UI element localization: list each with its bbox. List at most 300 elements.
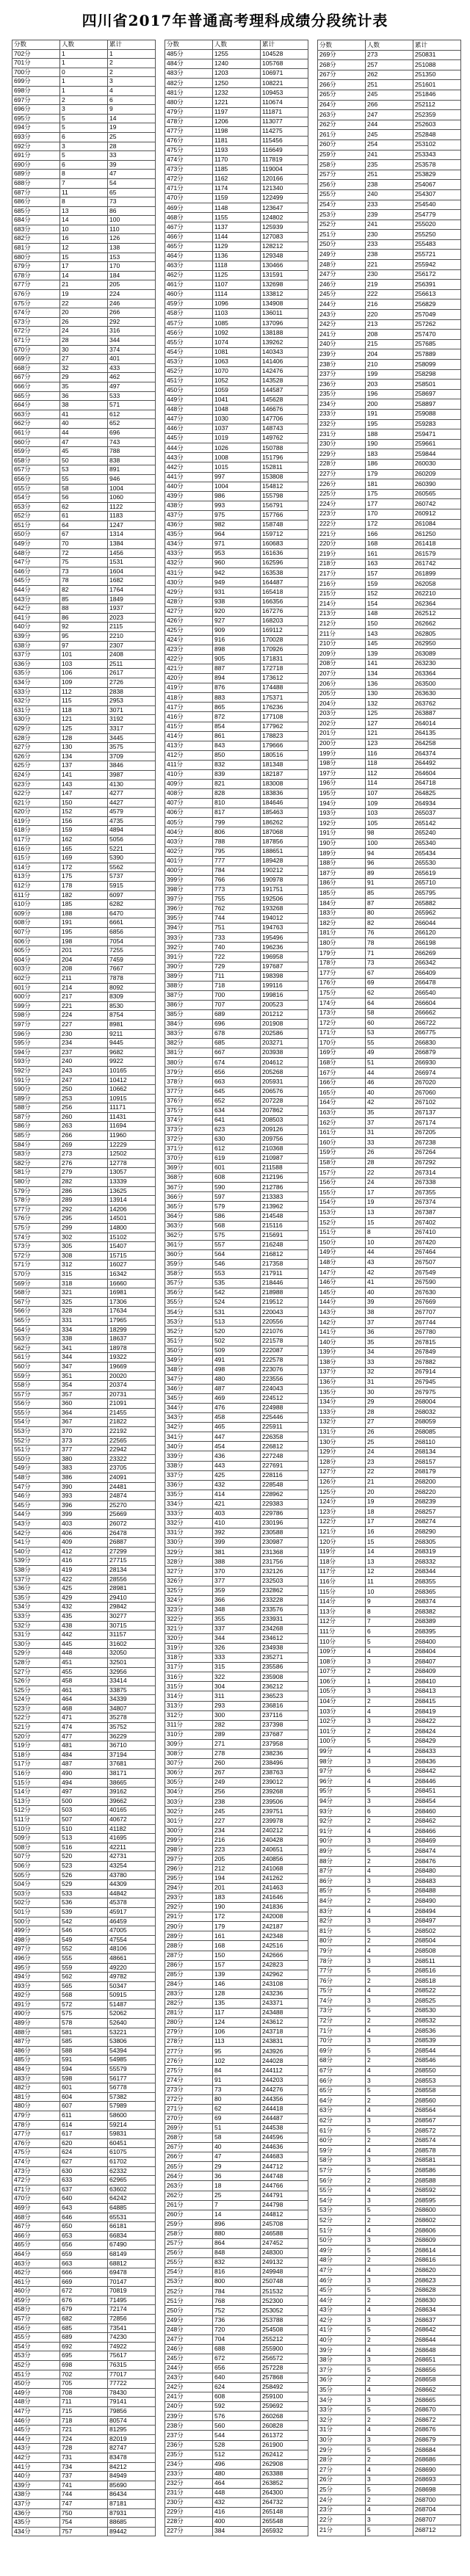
cumulative-cell: 268085 <box>413 1427 461 1437</box>
score-cell: 120分 <box>318 1537 366 1548</box>
score-cell: 685分 <box>12 206 60 216</box>
cumulative-cell: 205931 <box>261 1077 308 1086</box>
table-row <box>165 962 308 971</box>
count-cell: 695 <box>60 2351 108 2361</box>
table-row <box>318 838 461 849</box>
score-cell: 222分 <box>318 519 366 529</box>
count-cell: 75 <box>60 558 108 567</box>
count-cell: 243 <box>60 1066 108 1075</box>
count-cell: 233 <box>366 200 413 210</box>
table-row <box>12 2527 156 2536</box>
score-cell: 248分 <box>165 2325 213 2334</box>
count-cell: 106 <box>213 2028 261 2037</box>
count-cell: 237 <box>60 1048 108 1057</box>
score-cell: 429分 <box>165 587 213 597</box>
score-cell: 226分 <box>318 479 366 490</box>
table-row <box>12 1279 156 1288</box>
score-cell: 109分 <box>318 1647 366 1657</box>
count-cell: 883 <box>213 693 261 703</box>
count-cell: 448 <box>60 1649 108 1658</box>
count-cell: 451 <box>60 1658 108 1667</box>
table-row <box>165 731 308 741</box>
count-cell: 4 <box>366 1777 413 1787</box>
cumulative-cell: 263089 <box>413 649 461 659</box>
table-row <box>12 271 156 280</box>
count-cell: 78 <box>366 938 413 948</box>
table-row <box>12 586 156 595</box>
score-cell: 138分 <box>318 1357 366 1368</box>
table-row <box>12 743 156 752</box>
count-cell: 107 <box>366 788 413 799</box>
cumulative-cell: 9682 <box>108 1048 156 1057</box>
score-cell: 462分 <box>12 2268 60 2278</box>
score-cell: 255分 <box>165 2258 213 2268</box>
count-cell: 406 <box>60 1528 108 1538</box>
score-cell: 622分 <box>12 789 60 799</box>
table-row <box>318 2136 461 2146</box>
count-cell: 938 <box>213 597 261 606</box>
cumulative-cell: 138 <box>108 244 156 253</box>
table-row <box>12 1307 156 1316</box>
count-cell: 4 <box>366 2105 413 2116</box>
score-cell: 554分 <box>12 1418 60 1427</box>
count-cell: 531 <box>213 1307 261 1317</box>
count-cell: 143 <box>366 629 413 639</box>
cumulative-cell: 262364 <box>413 599 461 609</box>
count-cell: 640 <box>60 2194 108 2204</box>
cumulative-cell: 10915 <box>108 1094 156 1103</box>
table-row <box>12 1658 156 1667</box>
table-row <box>165 2527 308 2536</box>
cumulative-cell: 260030 <box>413 459 461 469</box>
score-cell: 303分 <box>165 1797 213 1807</box>
score-cell: 581分 <box>12 1168 60 1178</box>
count-cell: 409 <box>60 1538 108 1548</box>
table-row <box>12 1316 156 1325</box>
count-cell: 740 <box>213 943 261 952</box>
table-row <box>165 2325 308 2334</box>
count-cell: 474 <box>60 1723 108 1733</box>
cumulative-cell: 50347 <box>108 1981 156 1991</box>
table-row <box>12 632 156 642</box>
count-cell: 509 <box>213 1346 261 1355</box>
count-cell: 36 <box>60 391 108 401</box>
table-row <box>318 399 461 410</box>
score-cell: 412分 <box>165 750 213 760</box>
count-cell: 806 <box>213 827 261 837</box>
cumulative-cell: 259471 <box>413 429 461 440</box>
table-row <box>165 635 308 645</box>
score-cell: 332分 <box>165 1519 213 1528</box>
count-cell: 455 <box>60 1667 108 1677</box>
count-cell: 222 <box>366 289 413 300</box>
cumulative-cell: 267292 <box>413 1158 461 1168</box>
count-cell: 734 <box>60 2462 108 2472</box>
cumulative-cell: 2726 <box>108 678 156 687</box>
score-cell: 692分 <box>12 142 60 151</box>
score-cell: 366分 <box>165 1192 213 1202</box>
cumulative-cell: 19322 <box>108 1353 156 1363</box>
count-cell: 238 <box>213 1797 261 1807</box>
count-cell: 676 <box>60 2296 108 2305</box>
count-cell: 185 <box>60 900 108 910</box>
score-cell: 392分 <box>165 943 213 952</box>
score-cell: 699分 <box>12 77 60 87</box>
score-cell: 561分 <box>12 1353 60 1363</box>
table-row <box>12 2056 156 2065</box>
count-cell: 700 <box>213 990 261 1000</box>
cumulative-cell: 15102 <box>108 1233 156 1242</box>
cumulative-cell: 111871 <box>261 107 308 117</box>
score-cell: 553分 <box>12 1427 60 1437</box>
score-cell: 375分 <box>165 1106 213 1115</box>
table-row <box>318 489 461 499</box>
cumulative-cell: 188651 <box>261 846 308 856</box>
count-cell: 445 <box>60 1639 108 1649</box>
score-cell: 38分 <box>318 2355 366 2365</box>
table-row <box>318 1647 461 1657</box>
score-cell: 93分 <box>318 1807 366 1817</box>
score-cell: 646分 <box>12 567 60 576</box>
score-cell: 257分 <box>165 2238 213 2248</box>
score-cell: 580分 <box>12 1178 60 1187</box>
cumulative-cell: 242348 <box>261 1931 308 1941</box>
count-cell: 88 <box>60 604 108 614</box>
cumulative-cell: 257049 <box>413 310 461 320</box>
score-cell: 23分 <box>318 2505 366 2515</box>
count-cell: 172 <box>366 519 413 529</box>
table-row <box>12 1186 156 1196</box>
table-row <box>12 336 156 346</box>
count-cell: 22 <box>366 1168 413 1178</box>
score-cell: 441分 <box>12 2462 60 2472</box>
table-row <box>318 1727 461 1737</box>
table-row <box>12 391 156 401</box>
table-row <box>318 2405 461 2415</box>
count-cell: 223 <box>213 1845 261 1854</box>
table-row <box>12 1991 156 2000</box>
cumulative-cell: 244276 <box>261 2085 308 2094</box>
table-row <box>12 1492 156 1501</box>
cumulative-cell: 17965 <box>108 1316 156 1325</box>
cumulative-cell: 38665 <box>108 1778 156 1788</box>
count-cell: 17 <box>60 262 108 272</box>
cumulative-cell: 268319 <box>413 1547 461 1557</box>
score-cell: 541分 <box>12 1538 60 1548</box>
score-cell: 513分 <box>12 1796 60 1806</box>
count-cell: 10 <box>366 1587 413 1597</box>
score-cell: 403分 <box>165 837 213 846</box>
cumulative-cell: 79141 <box>108 2398 156 2407</box>
count-cell: 864 <box>213 2238 261 2248</box>
cumulative-cell: 266604 <box>413 998 461 1009</box>
cumulative-cell: 268606 <box>413 2226 461 2236</box>
score-cell: 461分 <box>165 280 213 289</box>
table-row <box>165 818 308 827</box>
count-cell: 116 <box>366 749 413 759</box>
cumulative-cell: 17634 <box>108 1307 156 1316</box>
score-cell: 170分 <box>318 1038 366 1048</box>
table-row <box>165 971 308 981</box>
count-cell: 491 <box>213 1355 261 1365</box>
table-row <box>165 2009 308 2018</box>
count-cell: 1240 <box>213 59 261 69</box>
table-row <box>318 349 461 360</box>
cumulative-cell: 220556 <box>261 1317 308 1327</box>
cumulative-cell: 268536 <box>413 2026 461 2036</box>
score-cell: 277分 <box>165 2047 213 2056</box>
count-cell: 154 <box>366 599 413 609</box>
count-cell: 227 <box>213 1816 261 1826</box>
cumulative-cell: 89442 <box>108 2527 156 2536</box>
cumulative-cell: 268419 <box>413 1707 461 1717</box>
cumulative-cell: 30277 <box>108 1611 156 1621</box>
table-row <box>318 758 461 769</box>
table-row <box>165 1691 308 1701</box>
cumulative-cell: 240651 <box>261 1845 308 1854</box>
cumulative-cell: 268389 <box>413 1617 461 1627</box>
cumulative-cell: 268525 <box>413 1996 461 2006</box>
score-cell: 230分 <box>165 2498 213 2508</box>
cumulative-cell: 264825 <box>413 788 461 799</box>
count-cell: 20 <box>366 1487 413 1498</box>
count-cell: 204 <box>60 955 108 965</box>
table-row <box>318 180 461 190</box>
score-cell: 231分 <box>165 2488 213 2497</box>
table-row <box>318 409 461 419</box>
cumulative-cell: 21822 <box>108 1418 156 1427</box>
cumulative-cell: 232126 <box>261 1567 308 1576</box>
score-cell: 641分 <box>12 613 60 623</box>
count-cell: 788 <box>213 837 261 846</box>
count-cell: 208 <box>60 965 108 974</box>
cumulative-cell: 14 <box>108 114 156 123</box>
count-cell: 24 <box>366 1178 413 1188</box>
count-cell: 510 <box>60 1824 108 1834</box>
table-row <box>12 2398 156 2407</box>
table-row <box>165 2277 308 2287</box>
cumulative-cell: 35752 <box>108 1723 156 1733</box>
cumulative-cell: 2 <box>108 59 156 68</box>
count-cell: 656 <box>60 2241 108 2250</box>
count-cell: 276 <box>60 1158 108 1168</box>
count-cell: 3 <box>366 2355 413 2365</box>
count-cell: 135 <box>213 1998 261 2008</box>
count-cell: 244 <box>366 120 413 130</box>
score-cell: 388分 <box>165 981 213 990</box>
cumulative-cell: 15407 <box>108 1242 156 1252</box>
count-cell: 399 <box>60 1510 108 1520</box>
score-cell: 189分 <box>318 849 366 859</box>
score-cell: 107分 <box>318 1666 366 1677</box>
cumulative-cell: 268004 <box>413 1397 461 1407</box>
score-cell: 405分 <box>165 818 213 827</box>
cumulative-cell: 26072 <box>108 1520 156 1529</box>
cumulative-cell: 207862 <box>261 1106 308 1115</box>
score-cell: 201分 <box>318 728 366 739</box>
score-cell: 386分 <box>165 1000 213 1009</box>
score-cell: 357分 <box>165 1279 213 1288</box>
score-cell: 54分 <box>318 2196 366 2206</box>
score-cell: 78分 <box>318 1956 366 1967</box>
cumulative-cell: 123647 <box>261 203 308 213</box>
score-cell: 106分 <box>318 1677 366 1687</box>
table-row <box>318 360 461 370</box>
cumulative-cell: 268462 <box>413 1816 461 1826</box>
score-cell: 247分 <box>318 269 366 280</box>
count-cell: 82 <box>366 918 413 929</box>
score-cell: 619分 <box>12 816 60 826</box>
count-cell: 4 <box>366 2185 413 2196</box>
cumulative-cell: 239506 <box>261 1797 308 1807</box>
count-cell: 477 <box>60 1732 108 1741</box>
score-cell: 552分 <box>12 1436 60 1445</box>
score-cell: 158分 <box>318 1158 366 1168</box>
cumulative-cell: 2 <box>108 68 156 77</box>
score-cell: 656分 <box>12 474 60 484</box>
count-cell: 588 <box>60 2046 108 2056</box>
cumulative-cell: 53806 <box>108 2037 156 2047</box>
cumulative-cell: 61075 <box>108 2148 156 2158</box>
cumulative-cell: 241068 <box>261 1864 308 1873</box>
count-cell: 608 <box>213 1173 261 1183</box>
score-cell: 193分 <box>318 808 366 819</box>
score-cell: 522分 <box>12 1713 60 1723</box>
count-cell: 755 <box>213 894 261 904</box>
count-cell: 1159 <box>213 194 261 203</box>
score-cell: 399分 <box>165 875 213 885</box>
table-row <box>318 1577 461 1587</box>
table-row <box>165 1873 308 1883</box>
score-cell: 617分 <box>12 835 60 845</box>
score-cell: 142分 <box>318 1318 366 1328</box>
cumulative-cell: 788 <box>108 447 156 457</box>
count-cell: 698 <box>60 2361 108 2370</box>
table-row <box>12 520 156 530</box>
score-cell: 275分 <box>165 2066 213 2075</box>
table-row <box>12 95 156 105</box>
score-cell: 353分 <box>165 1317 213 1327</box>
table-row <box>318 1158 461 1168</box>
table-row <box>165 1509 308 1518</box>
score-cell: 150分 <box>318 1238 366 1248</box>
count-cell: 125 <box>60 724 108 733</box>
score-cell: 681分 <box>12 244 60 253</box>
count-cell: 300 <box>213 1710 261 1720</box>
score-cell: 441分 <box>165 472 213 482</box>
cumulative-cell: 268454 <box>413 1796 461 1807</box>
score-cell: 267分 <box>318 70 366 80</box>
table-row <box>318 1896 461 1906</box>
cumulative-cell: 196958 <box>261 952 308 962</box>
table-row <box>318 1517 461 1527</box>
table-row <box>165 1653 308 1663</box>
cumulative-cell: 268344 <box>413 1567 461 1577</box>
cumulative-cell: 39662 <box>108 1796 156 1806</box>
score-cell: 124分 <box>318 1497 366 1507</box>
cumulative-cell: 7459 <box>108 955 156 965</box>
table-row <box>318 1147 461 1158</box>
score-cell: 534分 <box>12 1603 60 1612</box>
score-cell: 539分 <box>12 1556 60 1566</box>
cumulative-cell: 268623 <box>413 2276 461 2286</box>
table-row <box>12 1427 156 1437</box>
count-cell: 321 <box>60 1288 108 1298</box>
count-cell: 2 <box>366 2495 413 2506</box>
score-cell: 65分 <box>318 2086 366 2096</box>
table-row <box>12 1445 156 1455</box>
cumulative-cell: 242516 <box>261 1941 308 1951</box>
cumulative-cell: 262662 <box>413 619 461 629</box>
score-cell: 163分 <box>318 1108 366 1118</box>
cumulative-cell: 268374 <box>413 1597 461 1607</box>
score-cell: 493分 <box>12 1981 60 1991</box>
score-cell: 379分 <box>165 1067 213 1077</box>
table-row <box>12 659 156 669</box>
score-cell: 694分 <box>12 123 60 133</box>
count-cell: 447 <box>213 1432 261 1442</box>
table-row <box>165 1211 308 1221</box>
score-cell: 492分 <box>12 1991 60 2000</box>
table-row <box>318 1736 461 1746</box>
count-cell: 416 <box>213 2508 261 2517</box>
score-cell: 661分 <box>12 428 60 438</box>
score-cell: 456分 <box>165 328 213 338</box>
table-row <box>165 587 308 597</box>
count-cell: 33 <box>366 1138 413 1148</box>
table-row <box>318 1307 461 1318</box>
score-cell: 450分 <box>165 385 213 395</box>
count-cell: 1081 <box>213 347 261 357</box>
count-cell: 5 <box>366 1736 413 1746</box>
table-row <box>12 132 156 142</box>
score-cell: 176分 <box>318 978 366 988</box>
cumulative-cell: 265240 <box>413 828 461 838</box>
cumulative-cell: 36710 <box>108 1741 156 1751</box>
cumulative-cell: 5221 <box>108 844 156 854</box>
score-cell: 66分 <box>318 2076 366 2086</box>
table-row <box>165 2181 308 2191</box>
score-cell: 243分 <box>165 2373 213 2382</box>
table-row <box>318 1138 461 1148</box>
cumulative-cell: 40165 <box>108 1806 156 1815</box>
cumulative-cell: 218988 <box>261 1288 308 1298</box>
table-row <box>165 933 308 943</box>
score-cell: 228分 <box>165 2517 213 2527</box>
score-cell: 217分 <box>318 569 366 579</box>
cumulative-cell: 174488 <box>261 683 308 693</box>
cumulative-cell: 252848 <box>413 130 461 140</box>
cumulative-cell: 73541 <box>108 2323 156 2333</box>
score-cell: 110分 <box>318 1637 366 1647</box>
table-row <box>318 849 461 859</box>
score-cell: 610分 <box>12 900 60 910</box>
cumulative-cell: 267914 <box>413 1367 461 1377</box>
count-cell: 578 <box>60 2019 108 2028</box>
score-cell: 234分 <box>165 2459 213 2469</box>
count-cell: 72 <box>60 548 108 558</box>
score-cell: 209分 <box>318 649 366 659</box>
cumulative-cell: 11960 <box>108 1131 156 1141</box>
cumulative-cell: 268532 <box>413 2016 461 2026</box>
cumulative-cell: 209126 <box>261 1125 308 1134</box>
table-row <box>318 1876 461 1887</box>
score-cell: 497分 <box>12 1945 60 1954</box>
cumulative-cell: 217358 <box>261 1259 308 1269</box>
count-cell: 659 <box>60 2249 108 2259</box>
count-cell: 289 <box>213 1730 261 1739</box>
count-cell: 3 <box>366 2435 413 2445</box>
